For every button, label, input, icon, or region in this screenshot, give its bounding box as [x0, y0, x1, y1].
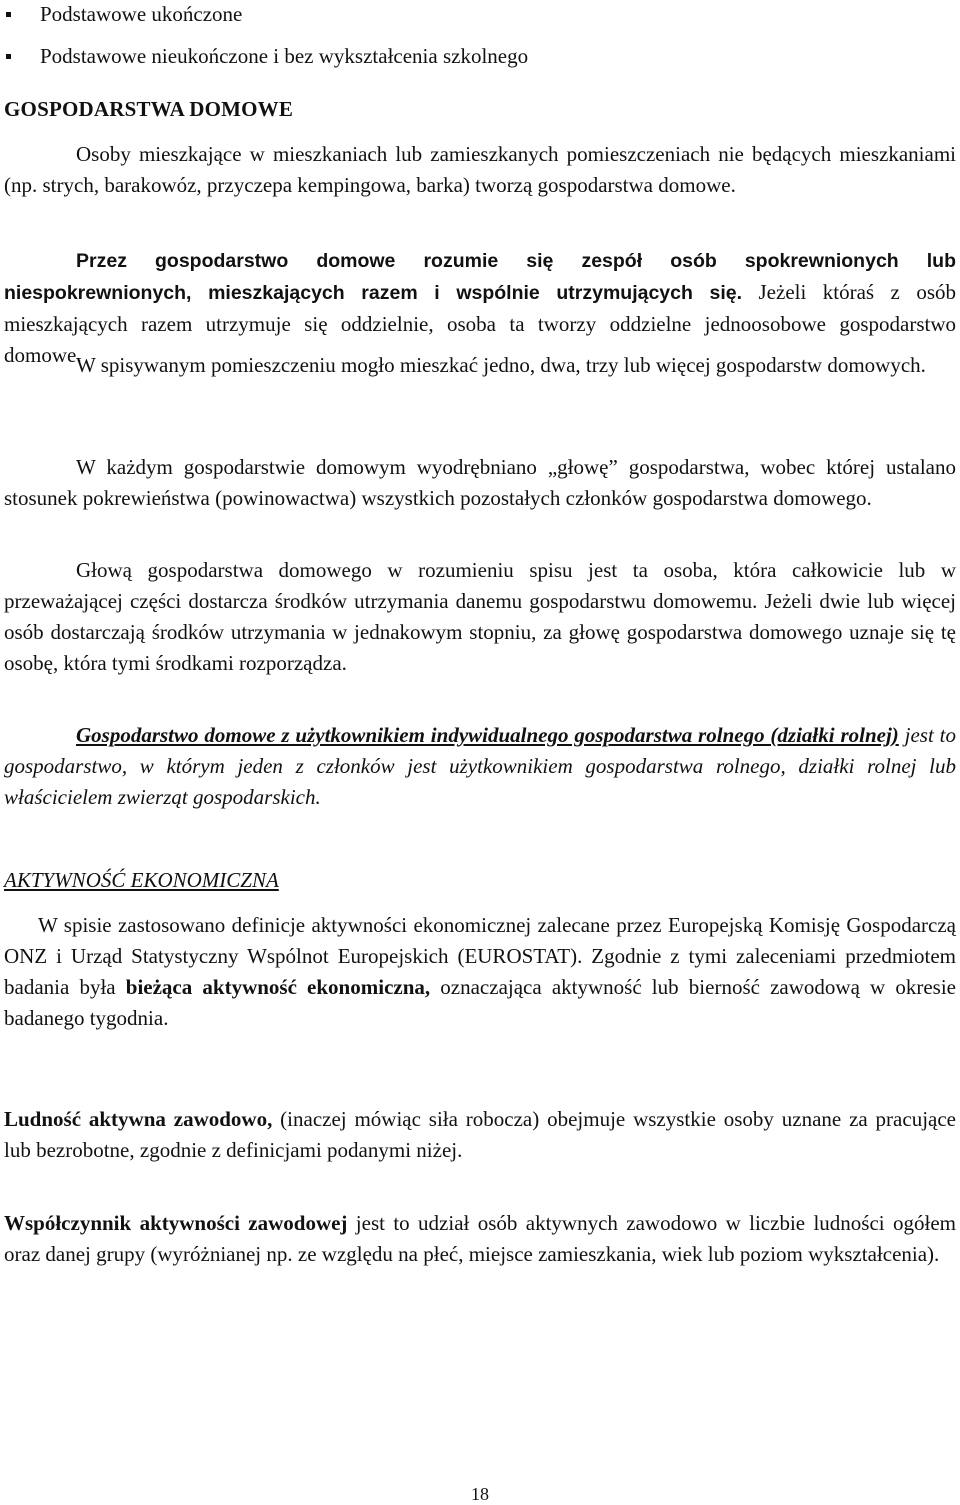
paragraph-households-1: Osoby mieszkające w mieszkaniach lub zamieszkanych pomieszczeniach nie będących mieszkaniami (np. strych, barakowóz, przyczepa kempingowa, barka) tworzą gospodarstwa domowe. [4, 142, 956, 197]
farm-household-rest: jest to gospodarstwo, w którym jeden z członków jest użytkownikiem gospodarstwa rolnego, działki rolnej lub właścicielem zwierząt gospodarskich. [4, 723, 957, 809]
activity-rate-term: Współczynnik aktywności zawodowej [4, 1211, 348, 1235]
farm-household-term: Gospodarstwo domowe z użytkownikiem indywidualnego gospodarstwa rolnego (działki rolnej) [76, 723, 899, 747]
active-population-rest: (inaczej mówiąc siła robocza) obejmuje wszystkie osoby uznane za pracujące lub bezrobotne, zgodnie z definicjami podanymi niżej. [4, 1107, 956, 1162]
section-heading-economic: AKTYWNOŚĆ EKONOMICZNA [4, 868, 279, 892]
active-population-term: Ludność aktywna zawodowo, [4, 1107, 273, 1131]
household-definition-bold: Przez gospodarstwo domowe rozumie się zespół osób spokrewnionych lub niespokrewnionych, mieszkających razem i wspólnie utrzymujących się. [4, 250, 956, 304]
bullet-text: Podstawowe nieukończone i bez wykształcenia szkolnego [40, 44, 529, 68]
paragraph-households-5: Głową gospodarstwa domowego w rozumieniu spisu jest ta osoba, która całkowicie lub w przeważającej części dostarcza środków utrzymania danemu gospodarstwu domowemu. Jeżeli dwie lub więcej osób dostarczają środków utrzymania w jednakowym stopniu, za głowę gospodarstwa domowego uznaje się tę osobę, która tymi środkami rozporządza. [4, 558, 956, 675]
paragraph-economic-2 [4, 1104, 956, 1166]
page-number: 18 [471, 1484, 489, 1504]
paragraph-economic-1 [4, 910, 956, 1034]
paragraph-households-6 [4, 720, 956, 813]
bullet-square-icon [6, 54, 11, 59]
economic-text-a: W spisie zastosowano definicje aktywności ekonomicznej zalecane przez Europejską Komisję Gospodarczą ONZ i Urząd Statystyczny Wspólnot Europejskich (EUROSTAT). Zgodnie z tymi zaleceniami przedmiotem badania była [4, 913, 956, 999]
section-heading-households: GOSPODARSTWA DOMOWE [4, 97, 294, 121]
economic-text-b: oznaczająca aktywność lub bierność zawodową w okresie badanego tygodnia. [4, 975, 956, 1030]
bullet-text: Podstawowe ukończone [40, 2, 243, 26]
activity-rate-rest: jest to udział osób aktywnych zawodowo w liczbie ludności ogółem oraz danej grupy (wyróżnianej np. ze względu na płeć, miejsce zamieszkania, wiek lub poziom wykształcenia). [4, 1211, 956, 1266]
paragraph-households-3: W spisywanym pomieszczeniu mogło mieszkać jedno, dwa, trzy lub więcej gospodarstw domowych. [76, 353, 926, 377]
household-definition-rest: Jeżeli któraś z osób mieszkających razem utrzymuje się oddzielnie, osoba ta tworzy oddzielne jednoosobowe gospodarstwo domowe. [4, 280, 956, 367]
paragraph-households-4: W każdym gospodarstwie domowym wyodrębniano „głowę” gospodarstwa, wobec której ustalano stosunek pokrewieństwa (powinowactwa) wszystkich pozostałych członków gospodarstwa domowego. [4, 455, 956, 510]
bullet-square-icon [6, 12, 11, 17]
economic-term-bold: bieżąca aktywność ekonomiczna, [125, 975, 431, 999]
paragraph-economic-3 [4, 1208, 956, 1270]
bullet-item [6, 0, 242, 28]
bullet-item [6, 42, 528, 70]
